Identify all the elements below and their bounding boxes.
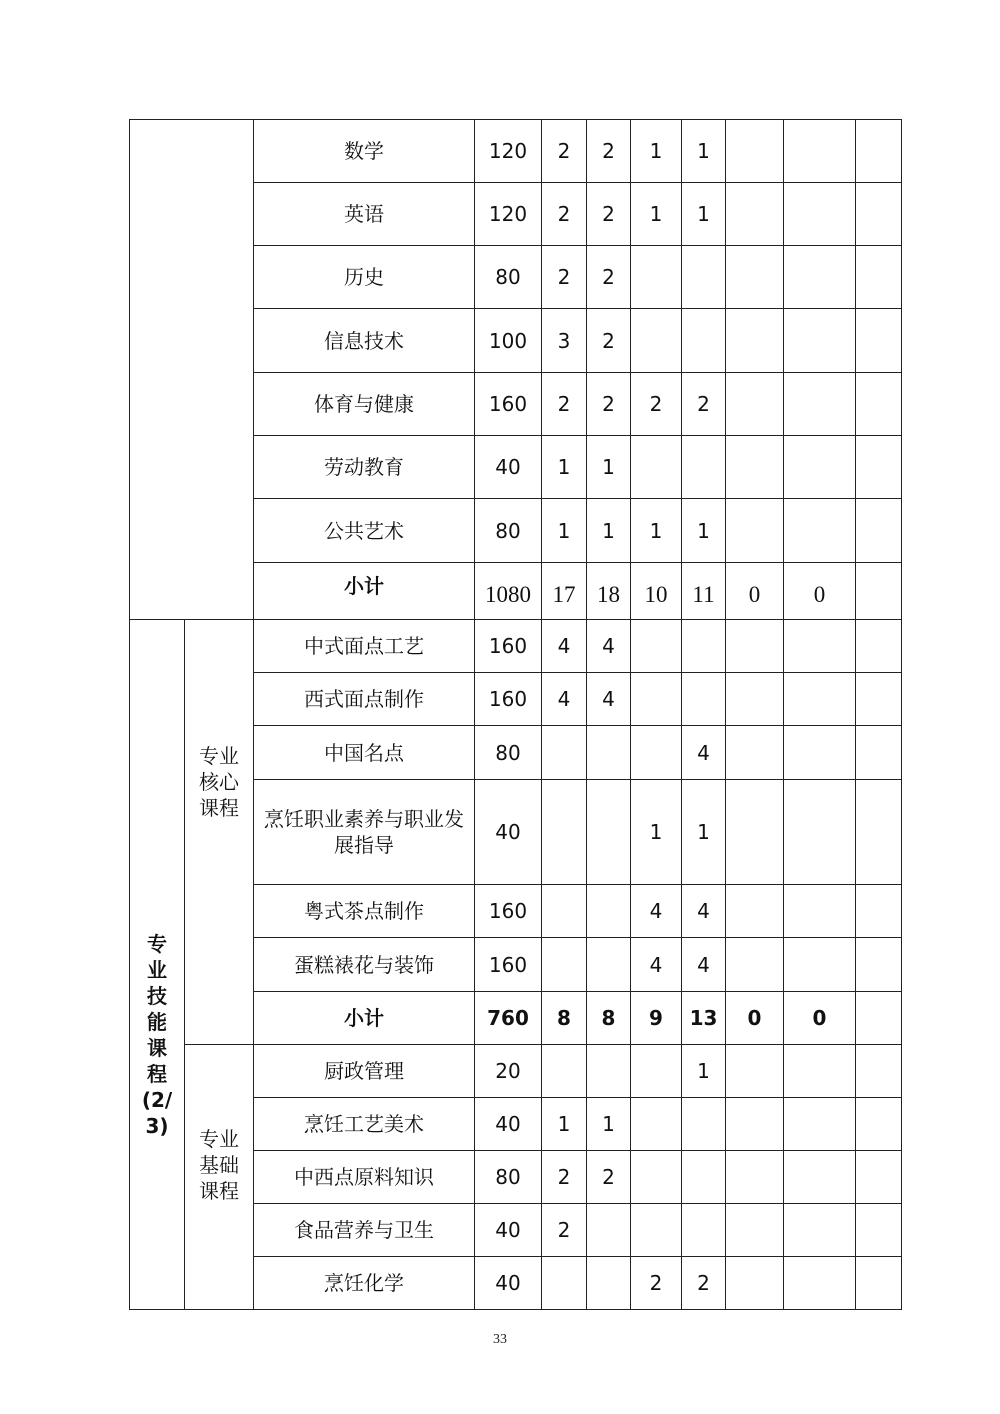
semester-cell-empty [856,992,902,1045]
course-name: 劳动教育 [254,436,475,499]
curriculum-table [129,119,902,1310]
semester-cell [784,620,856,673]
semester-cell: 10 [631,563,682,620]
subtotal-label: 小计 [254,563,475,620]
semester-cell [784,1204,856,1257]
semester-cell: 2 [542,373,587,436]
hours-cell: 40 [475,436,542,499]
hours-cell: 120 [475,120,542,183]
semester-cell [542,1257,587,1310]
semester-cell: 4 [631,938,682,992]
hours-cell: 40 [475,1257,542,1310]
semester-cell-empty [856,183,902,246]
semester-cell: 4 [542,673,587,726]
semester-cell: 4 [587,620,631,673]
semester-cell-empty [856,563,902,620]
semester-cell [726,246,784,309]
semester-cell: 1 [631,183,682,246]
hours-cell: 40 [475,780,542,885]
course-name: 体育与健康 [254,373,475,436]
semester-cell [784,499,856,563]
semester-cell: 2 [587,373,631,436]
semester-cell: 0 [784,563,856,620]
semester-cell [682,1151,726,1204]
semester-cell [784,436,856,499]
semester-cell [726,673,784,726]
semester-cell [726,373,784,436]
hours-cell: 40 [475,1098,542,1151]
semester-cell [726,938,784,992]
semester-cell [784,1151,856,1204]
semester-cell: 1 [631,499,682,563]
semester-cell-empty [856,1204,902,1257]
semester-cell [587,1257,631,1310]
semester-cell [587,885,631,938]
semester-cell: 1 [682,1045,726,1098]
course-name: 公共艺术 [254,499,475,563]
semester-cell: 2 [682,373,726,436]
semester-cell [631,1151,682,1204]
course-name: 历史 [254,246,475,309]
semester-cell [726,1098,784,1151]
label-line: 烹饪职业素养与职业发 [264,807,464,831]
semester-cell: 1 [542,499,587,563]
semester-cell [726,183,784,246]
semester-cell [726,436,784,499]
label-line: 能 [147,1009,167,1034]
course-name: 数学 [254,120,475,183]
semester-cell: 2 [587,183,631,246]
label-line: 技 [147,983,167,1008]
semester-cell [784,1098,856,1151]
semester-cell: 0 [726,992,784,1045]
section-label-empty [130,120,254,620]
semester-cell [631,1045,682,1098]
semester-cell: 4 [542,620,587,673]
semester-cell [542,938,587,992]
semester-cell: 2 [542,183,587,246]
hours-cell: 160 [475,373,542,436]
semester-cell: 11 [682,563,726,620]
semester-cell: 1 [682,499,726,563]
semester-cell: 2 [542,1151,587,1204]
semester-cell: 17 [542,563,587,620]
table-row [130,620,902,673]
semester-cell [587,938,631,992]
semester-cell: 1 [587,499,631,563]
semester-cell [682,309,726,373]
semester-cell: 2 [682,1257,726,1310]
label-line: 专业 [199,1126,239,1151]
semester-cell [631,726,682,780]
label-line: 课程 [199,796,239,820]
semester-cell [587,726,631,780]
label-line: 业 [147,957,167,982]
semester-cell-empty [856,246,902,309]
semester-cell [784,120,856,183]
semester-cell [631,1204,682,1257]
semester-cell-empty [856,373,902,436]
course-name: 烹饪工艺美术 [254,1098,475,1151]
semester-cell-empty [856,938,902,992]
semester-cell: 13 [682,992,726,1045]
semester-cell-empty [856,620,902,673]
semester-cell-empty [856,309,902,373]
label-line: 课 [147,1035,167,1060]
hours-cell: 160 [475,673,542,726]
hours-cell: 160 [475,885,542,938]
semester-cell-empty [856,885,902,938]
hours-cell: 40 [475,1204,542,1257]
semester-cell [631,673,682,726]
semester-cell-empty [856,120,902,183]
hours-cell: 80 [475,499,542,563]
semester-cell [784,1257,856,1310]
semester-cell: 4 [631,885,682,938]
semester-cell [631,620,682,673]
course-name: 食品营养与卫生 [254,1204,475,1257]
course-name: 蛋糕裱花与装饰 [254,938,475,992]
semester-cell: 1 [542,1098,587,1151]
semester-cell [682,1098,726,1151]
hours-cell: 160 [475,938,542,992]
semester-cell: 2 [587,309,631,373]
semester-cell [542,885,587,938]
semester-cell [784,780,856,885]
hours-cell: 100 [475,309,542,373]
semester-cell [587,1204,631,1257]
semester-cell: 1 [631,120,682,183]
semester-cell [631,246,682,309]
semester-cell [631,436,682,499]
semester-cell: 4 [682,726,726,780]
course-name [254,780,475,885]
hours-cell: 80 [475,246,542,309]
semester-cell: 2 [587,120,631,183]
semester-cell: 2 [631,1257,682,1310]
semester-cell [784,673,856,726]
semester-cell: 4 [682,885,726,938]
semester-cell [784,1045,856,1098]
semester-cell [726,726,784,780]
curriculum-table-body [130,120,902,1310]
semester-cell [631,309,682,373]
subtotal-label: 小计 [254,992,475,1045]
semester-cell: 9 [631,992,682,1045]
course-name: 厨政管理 [254,1045,475,1098]
label-line: 课程 [199,1178,239,1203]
semester-cell [542,1045,587,1098]
semester-cell-empty [856,1151,902,1204]
semester-cell: 2 [587,1151,631,1204]
semester-cell: 1 [682,183,726,246]
label-line: 专 [147,931,167,956]
hours-cell: 760 [475,992,542,1045]
semester-cell [784,885,856,938]
semester-cell-empty [856,1098,902,1151]
course-name: 粤式茶点制作 [254,885,475,938]
course-name: 英语 [254,183,475,246]
label-line: 3) [145,1113,169,1138]
semester-cell [784,246,856,309]
course-name: 中西点原料知识 [254,1151,475,1204]
semester-cell: 1 [682,120,726,183]
semester-cell [726,1257,784,1310]
semester-cell [784,726,856,780]
hours-cell: 1080 [475,563,542,620]
semester-cell-empty [856,436,902,499]
semester-cell: 2 [542,1204,587,1257]
semester-cell [542,726,587,780]
semester-cell [682,436,726,499]
semester-cell: 4 [682,938,726,992]
semester-cell [784,183,856,246]
semester-cell: 3 [542,309,587,373]
page-number: 33 [493,1332,507,1347]
sub-label-basic [185,1045,254,1310]
semester-cell-empty [856,780,902,885]
label-line: 程 [147,1061,167,1086]
sub-label-core [185,620,254,1045]
semester-cell: 1 [587,1098,631,1151]
label-line: (2/ [141,1087,173,1112]
semester-cell: 1 [631,780,682,885]
semester-cell [587,780,631,885]
table-row [130,1045,902,1098]
semester-cell-empty [856,1045,902,1098]
hours-cell: 120 [475,183,542,246]
semester-cell [682,673,726,726]
course-name: 中式面点工艺 [254,620,475,673]
semester-cell [726,120,784,183]
course-name: 烹饪化学 [254,1257,475,1310]
semester-cell: 1 [587,436,631,499]
table-row [130,120,902,183]
semester-cell [682,246,726,309]
semester-cell-empty [856,499,902,563]
semester-cell: 1 [542,436,587,499]
label-line: 专业 [199,744,239,768]
semester-cell [726,499,784,563]
semester-cell: 2 [542,120,587,183]
hours-cell: 20 [475,1045,542,1098]
hours-cell: 80 [475,726,542,780]
semester-cell [726,620,784,673]
semester-cell [784,309,856,373]
semester-cell: 8 [587,992,631,1045]
semester-cell-empty [856,673,902,726]
course-name: 中国名点 [254,726,475,780]
semester-cell: 2 [542,246,587,309]
label-line: 展指导 [334,833,394,857]
semester-cell [784,938,856,992]
semester-cell [631,1098,682,1151]
hours-cell: 160 [475,620,542,673]
group-label-professional-skills [130,620,185,1310]
label-line: 核心 [199,770,239,794]
semester-cell: 2 [631,373,682,436]
semester-cell: 18 [587,563,631,620]
semester-cell [726,1045,784,1098]
semester-cell [726,309,784,373]
semester-cell [726,1204,784,1257]
semester-cell [726,780,784,885]
hours-cell: 80 [475,1151,542,1204]
semester-cell [682,620,726,673]
semester-cell [726,885,784,938]
semester-cell: 0 [784,992,856,1045]
semester-cell [682,1204,726,1257]
semester-cell [784,373,856,436]
semester-cell: 1 [682,780,726,885]
semester-cell: 4 [587,673,631,726]
course-name: 西式面点制作 [254,673,475,726]
semester-cell [587,1045,631,1098]
course-name: 信息技术 [254,309,475,373]
label-line: 基础 [199,1152,239,1177]
semester-cell [542,780,587,885]
semester-cell-empty [856,726,902,780]
semester-cell: 0 [726,563,784,620]
semester-cell-empty [856,1257,902,1310]
semester-cell: 8 [542,992,587,1045]
semester-cell [726,1151,784,1204]
semester-cell: 2 [587,246,631,309]
